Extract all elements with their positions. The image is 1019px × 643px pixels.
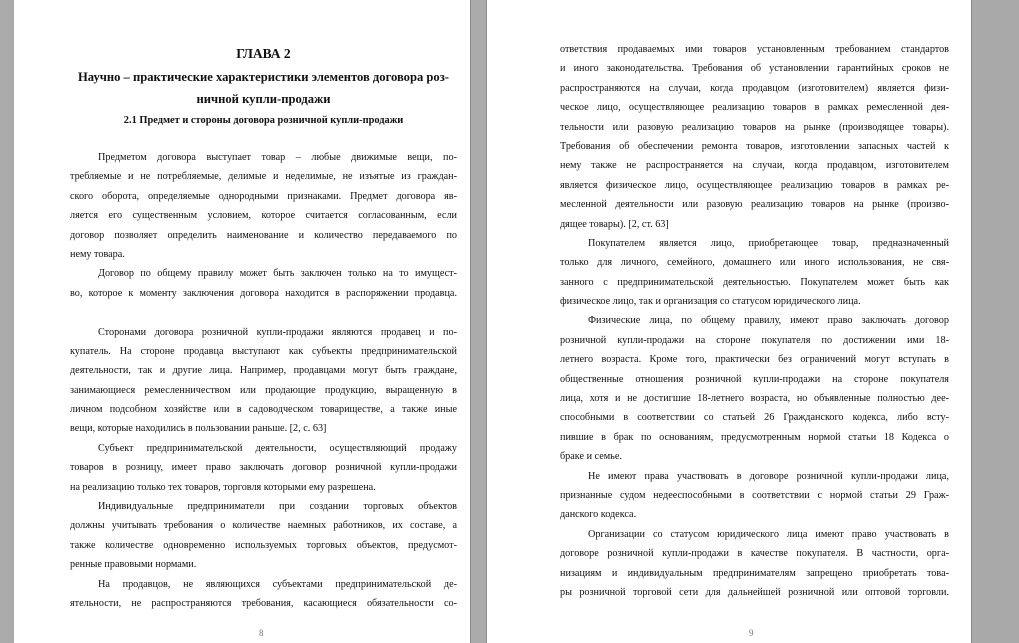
text-line: розничной купли-продажи на стороне покупателя по достижении ими 18- [560, 334, 949, 346]
text-line: Физические лица, по общему правилу, имеют право заключать договор [588, 315, 949, 327]
text-line: месленной деятельности или разовую реализацию товаров на рынке (произво- [560, 199, 949, 211]
text-line: во, которое к моменту заключения договора находится в распоряжении продавца. [70, 287, 457, 299]
chapter-heading: ГЛАВА 2 [236, 46, 291, 61]
text-line: вещи, которые находились в пользовании раньше. [2, с. 63] [70, 423, 327, 435]
text-line: общественные отношения розничной купли-продажи на стороне покупателя [560, 373, 949, 385]
text-line: Требования об обеспечении ремонта товаров, изготовлении запасных частей к [560, 140, 949, 152]
page-gutter [471, 0, 486, 643]
text-line: также количестве одновременно используемых торговых объектов, предусмот- [70, 539, 457, 551]
text-line: ответствия продаваемых ими товаров установленным требованием стандартов [560, 44, 949, 55]
text-line: деятельности, так и другие лица. Например, продавцами могут быть граждане, [70, 365, 457, 377]
text-line: и иного законодательства. Требования об установлении гарантийных сроков не [560, 63, 949, 75]
text-line: Организации со статусом юридического лица имеют право участвовать в [588, 528, 949, 540]
text-line: занимающиеся ремесленничеством или продающие продукцию, выращенную в [70, 384, 457, 396]
text-line: ческое лицо, осуществляющее реализацию товаров в рамках ремесленной дея- [560, 102, 949, 114]
text-line: дящее товары). [2, ст. 63] [560, 218, 669, 230]
text-line: Договор по общему правилу может быть заключен только на то имущест- [98, 268, 457, 280]
text-line: физическое лицо, так и организация со статусом юридического лица. [560, 296, 861, 308]
page-content-right [560, 40, 949, 602]
text-line: тельности или разовую реализацию товаров на рынке (производящее товары). [560, 121, 949, 133]
text-line: ского оборота, определяемые однородными признаками. Предмет договора яв- [70, 190, 457, 202]
page-number-right: 9 [749, 628, 754, 638]
text-line: Предметом договора выступает товар – любые движимые вещи, по- [98, 152, 457, 163]
text-line: требляемые и не потребляемые, делимые и неделимые, не изъятые из граждан- [70, 171, 457, 183]
text-line: летнего возраста. Кроме того, практически без ограничений могут вступать в [560, 354, 949, 366]
text-line: данского кодекса. [560, 509, 637, 521]
text-line: ры розничной торговой сети для дальнейшей розничной или оптовой торговли. [560, 586, 949, 598]
document-page-left [14, 0, 471, 643]
text-line: признанные судом недееспособными в соответствии с нормой статьи 29 Граж- [560, 489, 949, 501]
page-content-left [70, 40, 457, 613]
body-text-left [70, 148, 457, 613]
text-line: является физическое лицо, осуществляющее реализацию товаров в рамках ре- [560, 179, 949, 191]
body-text-right [560, 40, 949, 602]
page-number-left: 8 [259, 628, 264, 638]
text-line: Субъект предпринимательской деятельности, осуществляющий продажу [98, 442, 457, 454]
text-line: лица, хотя и не достигшие 18-летнего возраста, но объявленные полностью дее- [560, 393, 949, 405]
text-line: нему также не распространяется на случаи, когда продавцом, изготовителем [560, 160, 949, 172]
text-line: распространяются на случаи, когда продавцом (изготовителем) является физи- [560, 82, 949, 94]
text-line: на реализацию только тех товаров, торговля которыми ему разрешена. [70, 481, 376, 493]
text-line: способными в соответствии со статьей 26 Гражданского кодекса, либо всту- [560, 412, 949, 424]
text-line: ренные правовыми нормами. [70, 559, 197, 571]
text-line: Индивидуальные предприниматели при создании торговых объектов [98, 501, 457, 513]
chapter-title-line: Научно – практические характеристики элементов договора роз- [78, 70, 449, 84]
workspace-background-strip [972, 0, 1019, 643]
text-line: Покупателем является лицо, приобретающее товар, предназначенный [588, 237, 949, 249]
chapter-title-line: ничной купли-продажи [196, 92, 331, 106]
text-line: договор позволяет определить наименование и количество передаваемого по [70, 229, 457, 241]
text-line: Не имеют права участвовать в договоре розничной купли-продажи лица, [588, 470, 949, 482]
text-line: договоре розничной купли-продажи в качестве покупателя. В частности, орга- [560, 548, 949, 560]
text-line: ятельности, не распространяются требования, касающиеся обязательности со- [70, 597, 457, 609]
text-line [70, 303, 457, 322]
text-line: купатель. На стороне продавца выступают как субъекты предпринимательской [70, 345, 457, 357]
document-page-right [486, 0, 972, 643]
text-line: занного с предпринимательской деятельностью. Покупателем может быть как [560, 276, 949, 288]
section-heading: 2.1 Предмет и стороны договора розничной купли-продажи [123, 115, 404, 126]
text-line: товаров в розницу, имеет право заключать договор розничной купли-продажи [70, 462, 457, 474]
text-line: низациям и индивидуальным предпринимателям запрещено приобретать това- [560, 567, 949, 579]
text-line: пившие в брак по основаниям, предусмотренным нормой статьи 18 Кодекса о [560, 431, 949, 443]
text-line: На продавцов, не являющихся субъектами предпринимательской де- [98, 578, 457, 590]
text-line: только для личного, семейного, домашнего или иного использования, не свя- [560, 257, 949, 269]
text-line: нему товара. [70, 248, 125, 260]
text-line: должны учитывать требования о количестве наемных работников, их составе, а [70, 520, 457, 532]
text-line: Сторонами договора розничной купли-продажи являются продавец и по- [98, 326, 457, 338]
text-line: ляется его существенным условием, которое считается согласованным, если [70, 210, 457, 222]
text-line: браке и семье. [560, 451, 622, 463]
text-line: личном подсобном хозяйстве или в садоводческом товариществе, а также иные [70, 404, 457, 416]
